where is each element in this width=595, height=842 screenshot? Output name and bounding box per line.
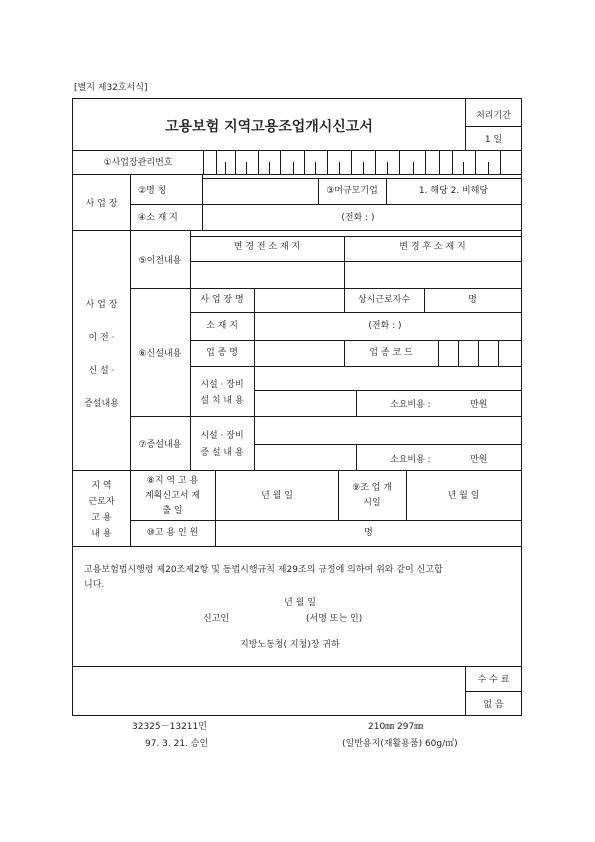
start-label-2: 시일 <box>363 498 381 508</box>
industry-code-cells[interactable] <box>438 340 522 366</box>
before-address-header: 변 경 전 소 재 지 <box>233 242 301 252</box>
employment-section-label-2: 근로자 <box>88 497 115 507</box>
rule <box>72 174 522 175</box>
rule <box>202 178 522 179</box>
new-business-name-label: 사 업 장 명 <box>200 295 244 305</box>
rule <box>318 178 319 204</box>
small-business-label: ③머규모기업 <box>326 186 378 196</box>
change-section-label-2: 이 전 · <box>88 333 115 343</box>
rule <box>254 390 522 391</box>
plan-label-2: 계획신고서 제 <box>144 491 201 501</box>
after-address-header: 변 경 후 소 재 지 <box>399 242 466 252</box>
rule <box>72 666 522 667</box>
rule <box>190 366 522 367</box>
employment-section-label-1: 지 역 <box>91 481 112 491</box>
rule <box>190 230 191 470</box>
rule <box>386 178 387 204</box>
footer-code: 32325－13211민 <box>132 722 207 732</box>
fee-label: 수 수 료 <box>477 675 510 685</box>
rule <box>254 416 255 470</box>
facility-install-label-1: 시설 · 장비 <box>200 380 244 390</box>
business-section-label: 사 업 장 <box>85 199 118 209</box>
signature-label[interactable]: (서명 또는 인) <box>306 614 363 624</box>
rule <box>72 150 522 151</box>
rule <box>190 236 522 237</box>
rule <box>344 340 345 366</box>
rule <box>190 340 522 341</box>
rule <box>356 390 357 416</box>
industry-name-field[interactable] <box>255 341 343 365</box>
expansion-cost-unit: 만원 <box>470 455 488 465</box>
rule <box>130 416 522 417</box>
rule <box>344 236 345 288</box>
processing-period-value: 1 일 <box>484 135 503 145</box>
start-label-1: ⑨조 업 개 <box>352 483 392 493</box>
new-business-name-field[interactable] <box>255 289 343 312</box>
rule <box>130 288 522 289</box>
expansion-facility-label-2: 증 설 내 용 <box>200 448 244 458</box>
rule <box>130 230 131 470</box>
declaration-text-1: 고용보험법시행령 제20조제2항 및 동법시행규칙 제29조의 규정에 의하여 위와 같이 신고합 <box>84 565 443 575</box>
facility-install-label-2: 설 치 내 용 <box>200 396 244 406</box>
install-cost-label: 소요비용 : <box>390 400 431 410</box>
hires-label: ⑩고 용 인 원 <box>146 528 199 538</box>
before-address-field[interactable] <box>191 262 343 287</box>
expansion-facility-label-1: 시설 · 장비 <box>200 431 244 441</box>
change-section-label-1: 사 업 장 <box>85 300 118 310</box>
rule <box>465 126 522 127</box>
install-cost-unit: 만원 <box>470 400 488 410</box>
business-number-cells[interactable] <box>203 150 521 174</box>
new-address-phone[interactable]: (전화 : ) <box>368 321 402 331</box>
rule <box>72 470 522 471</box>
rule <box>72 546 522 547</box>
rule <box>344 288 345 312</box>
rule <box>465 98 466 150</box>
plan-label-3: 출 일 <box>162 506 183 516</box>
relocation-label: ⑤이전내용 <box>138 256 182 266</box>
rule <box>72 230 522 231</box>
fee-value: 없 음 <box>483 700 504 710</box>
processing-period-label: 처리기간 <box>476 111 511 121</box>
rule <box>130 174 131 230</box>
rule <box>215 470 216 546</box>
business-name-label: ②명 칭 <box>138 186 167 196</box>
footer-paper-size: 210㎜ 297㎜ <box>368 722 424 732</box>
rule <box>254 444 522 445</box>
employment-section-label-3: 고 용 <box>91 513 112 523</box>
plan-date[interactable]: 년 월 일 <box>261 491 293 501</box>
new-establishment-label: ⑥신설내용 <box>138 349 182 359</box>
workers-unit: 명 <box>468 295 477 305</box>
industry-name-label: 업 종 명 <box>206 348 238 358</box>
expansion-label: ⑦증설내용 <box>138 440 182 450</box>
rule <box>190 261 522 262</box>
after-address-field[interactable] <box>345 262 520 287</box>
rule <box>130 204 522 205</box>
small-business-options[interactable]: 1. 해당 2. 비해당 <box>418 186 489 196</box>
business-phone[interactable]: (전화 : ) <box>341 213 375 223</box>
rule <box>338 470 339 520</box>
rule <box>254 288 255 416</box>
rule <box>356 444 357 470</box>
declaration-text-2: 니다. <box>84 580 105 590</box>
rule <box>424 288 425 312</box>
page-title: 고용보험 지역고용조업개시신고서 <box>165 119 373 135</box>
start-date[interactable]: 년 월 일 <box>447 491 480 501</box>
industry-code-label: 업 종 코 드 <box>369 348 413 358</box>
rule <box>190 312 522 313</box>
change-section-label-4: 증설내용 <box>84 399 119 409</box>
rule <box>130 520 522 521</box>
business-address-label: ④소 재 지 <box>138 213 178 223</box>
reporter-label: 신고인 <box>203 614 230 624</box>
plan-label-1: ⑧지 역 고 용 <box>146 476 199 486</box>
footer-approval: 97. 3. 21. 승인 <box>145 739 209 749</box>
workers-label: 상시근로자수 <box>357 295 411 305</box>
footer-paper-type: (일반용지(재활용품) 60g/㎡) <box>342 739 458 749</box>
addressee: 지방노동청( 지청)장 귀하 <box>240 640 340 650</box>
rule <box>130 470 131 546</box>
rule <box>406 470 407 520</box>
expansion-cost-label: 소요비용 : <box>390 455 431 465</box>
new-address-label: 소 재 지 <box>206 321 238 331</box>
rule <box>202 174 203 230</box>
form-label: [별지 제32호서식] <box>74 83 148 93</box>
change-section-label-3: 신 설 · <box>88 366 115 376</box>
business-number-label: ①사업장관리번호 <box>103 158 173 168</box>
business-name-field[interactable] <box>202 178 318 204</box>
rule <box>465 691 522 692</box>
declaration-date[interactable]: 년 월 일 <box>284 598 316 608</box>
hires-unit: 명 <box>364 528 373 538</box>
employment-section-label-4: 내 용 <box>91 529 112 539</box>
